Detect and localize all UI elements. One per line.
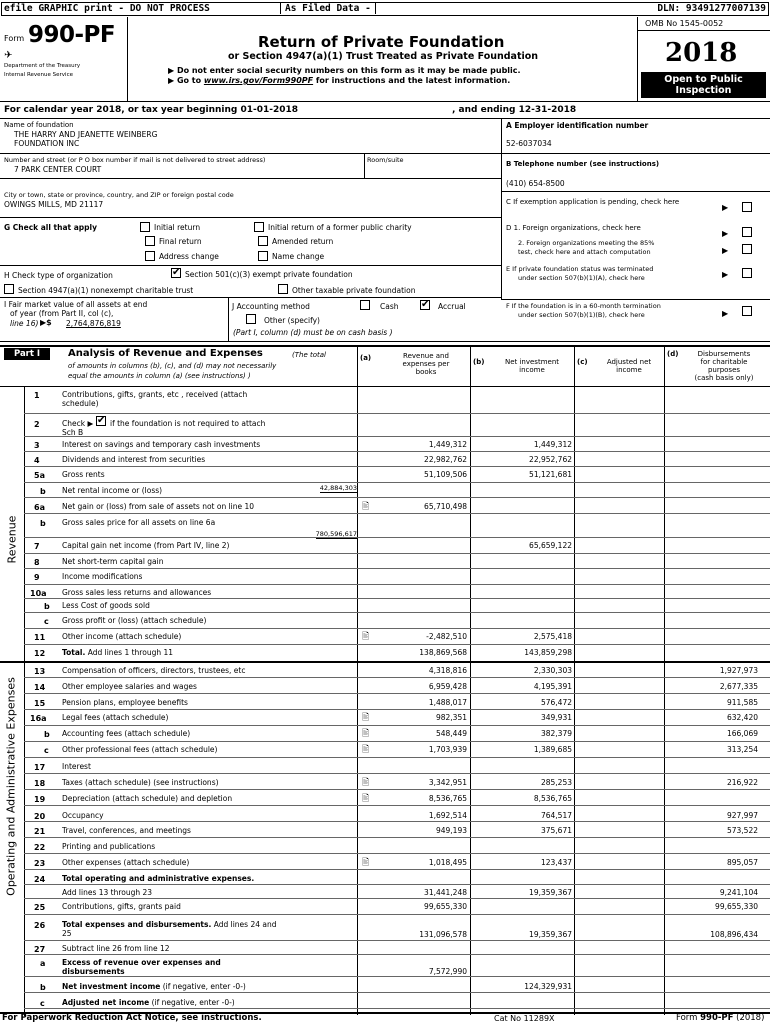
line-number: b — [40, 519, 46, 528]
col-d-value: 573,522 — [726, 826, 758, 835]
foundation-name-line1: THE HARRY AND JEANETTE WEINBERG — [14, 130, 158, 139]
h-501c3-checkbox[interactable]: ✔ — [172, 267, 181, 278]
line-number: b — [40, 983, 46, 992]
row-rule — [24, 837, 770, 838]
col-a-value: 99,655,330 — [424, 902, 467, 911]
col-d-value: 911,585 — [726, 698, 758, 707]
col-a-value: 1,449,312 — [428, 440, 467, 449]
form-footer: Form 990-PF (2018) — [676, 1013, 765, 1023]
line-desc: Net short-term capital gain — [62, 557, 164, 566]
line-desc: Add lines 13 through 23 — [62, 888, 153, 897]
j-accrual-label: Accrual — [438, 302, 466, 311]
line-number: 4 — [34, 456, 40, 465]
city-label: City or town, state or province, country, and ZIP or foreign postal code — [4, 191, 234, 199]
foundation-name-line2: FOUNDATION INC — [14, 139, 80, 148]
col-b-tag: (b) — [473, 358, 485, 366]
f-label-line2: under section 507(b)(1)(B), check here — [518, 311, 645, 319]
col-d-header: Disbursements for charitable purposes (cash basis only) — [694, 350, 754, 382]
col-b-value: 143,859,298 — [524, 648, 572, 657]
line-desc: Total operating and administrative expenses. — [62, 874, 255, 883]
row-rule — [24, 821, 770, 822]
line-number: 24 — [34, 875, 46, 884]
revenue-side-label: Revenue — [5, 515, 19, 564]
row-rule — [24, 789, 770, 790]
attachment-icon[interactable]: 🖹 — [362, 858, 370, 868]
arrow-right-icon: ▶ — [722, 270, 729, 279]
dln-label: DLN: 93491277007139 — [657, 3, 766, 14]
col-b-value: 51,121,681 — [529, 470, 572, 479]
col-a-value: 65,710,498 — [424, 502, 467, 511]
line-desc: Interest — [62, 762, 91, 771]
line-desc: Gross sales less returns and allowances — [62, 588, 212, 597]
g-initial-checkbox[interactable] — [140, 222, 150, 232]
line-number: 21 — [34, 827, 46, 836]
line-number: 18 — [34, 779, 46, 788]
line-number: 22 — [34, 843, 46, 852]
line-desc: Compensation of officers, directors, trustees, etc — [62, 666, 246, 675]
h-label: H Check type of organization — [4, 271, 113, 280]
paperwork-notice: For Paperwork Reduction Act Notice, see instructions. — [2, 1013, 262, 1023]
col-a-value: 8,536,765 — [428, 794, 467, 803]
col-b-value: 22,952,762 — [529, 455, 572, 464]
irs-name: Internal Revenue Service — [4, 72, 73, 78]
col-a-value: 4,318,816 — [428, 666, 467, 675]
col-a-value: 6,959,428 — [428, 682, 467, 691]
row-rule — [24, 413, 770, 414]
e-label-line2: under section 507(b)(1)(A), check here — [518, 274, 645, 282]
d2-label-line2: test, check here and attach computation — [518, 248, 651, 256]
col-a-header: Revenue and expenses per books — [402, 352, 450, 376]
irs-link[interactable]: www.irs.gov/Form990PF — [203, 76, 314, 85]
col-a-value: 1,018,495 — [428, 858, 467, 867]
line-desc: 25 — [62, 929, 72, 938]
line-desc: Adjusted net income (if negative, enter -0-) — [62, 998, 235, 1007]
col-b-value: 576,472 — [540, 698, 572, 707]
row-rule — [24, 940, 770, 941]
row-rule — [24, 725, 770, 726]
i-label-line1: I Fair market value of all assets at end — [4, 300, 148, 309]
d1-label: D 1. Foreign organizations, check here — [506, 224, 641, 232]
col-a-value: 3,342,951 — [428, 778, 467, 787]
line-number: 20 — [34, 812, 46, 821]
line-number: 7 — [34, 542, 40, 551]
col-b-value: 2,575,418 — [533, 632, 572, 641]
col-b-value: 124,329,931 — [524, 982, 572, 991]
line-desc: Other income (attach schedule) — [62, 632, 182, 641]
row-rule — [24, 954, 770, 955]
h-other-taxable-checkbox[interactable] — [278, 284, 288, 294]
part1-title-note: (The total — [292, 351, 326, 359]
g-name-checkbox[interactable] — [258, 251, 268, 261]
line-number: 2 — [34, 420, 40, 429]
col-d-value: 9,241,104 — [719, 888, 758, 897]
line-number: 19 — [34, 795, 46, 804]
j-cash-label: Cash — [380, 302, 399, 311]
j-other-checkbox[interactable] — [246, 314, 256, 324]
line-desc: Capital gain net income (from Part IV, line 2) — [62, 541, 230, 550]
line-number: 8 — [34, 558, 40, 567]
line-number: 10a — [30, 589, 47, 598]
row-rule — [24, 584, 770, 585]
d2-checkbox[interactable] — [742, 244, 752, 254]
row-rule — [24, 436, 770, 437]
tax-year: 2018 — [665, 38, 738, 68]
row-rule — [24, 612, 770, 613]
col-a-value: 949,193 — [435, 826, 467, 835]
h-other-taxable-label: Other taxable private foundation — [292, 286, 416, 295]
row-rule — [24, 1008, 770, 1009]
inline-value: 780,596,617 — [315, 530, 357, 538]
col-a-value: 22,982,762 — [424, 455, 467, 464]
col-d-value: 927,997 — [726, 811, 758, 820]
col-a-value: 1,703,939 — [428, 745, 467, 754]
col-d-tag: (d) — [667, 350, 679, 358]
ein-value: 52-6037034 — [506, 139, 552, 148]
row-rule — [24, 598, 770, 599]
phone-value: (410) 654-8500 — [506, 179, 565, 188]
part1-sub2: equal the amounts in column (a) (see instructions) ) — [68, 372, 251, 380]
line-desc: Pension plans, employee benefits — [62, 698, 188, 707]
row-rule — [24, 914, 770, 915]
attachment-icon[interactable]: 🖹 — [362, 794, 370, 804]
j-accrual-checkbox[interactable]: ✔ — [421, 299, 430, 310]
line-desc: Total expenses and disbursements. Add lines 24 and — [62, 920, 277, 929]
col-d-value: 99,655,330 — [715, 902, 758, 911]
line-desc: Income modifications — [62, 572, 143, 581]
line-number: 25 — [34, 903, 46, 912]
c-exemption-label: C If exemption application is pending, check here — [506, 198, 680, 206]
expenses-side-label: Operating and Administrative Expenses — [4, 677, 18, 896]
line-desc: Other expenses (attach schedule) — [62, 858, 190, 867]
phone-label: B Telephone number (see instructions) — [506, 160, 660, 168]
row-rule — [24, 757, 770, 758]
row-rule — [24, 741, 770, 742]
catalog-number: Cat No 11289X — [494, 1014, 555, 1023]
g-name-label: Name change — [272, 252, 325, 261]
col-a-value: 1,488,017 — [428, 698, 467, 707]
j-note: (Part I, column (d) must be on cash basis ) — [233, 328, 393, 337]
row-rule — [24, 497, 770, 498]
row-rule — [24, 773, 770, 774]
row-rule — [24, 853, 770, 854]
col-b-value: 4,195,391 — [533, 682, 572, 691]
arrow-right-icon: ▶ — [722, 246, 729, 255]
line-number: c — [40, 999, 45, 1008]
line-number: a — [40, 959, 46, 968]
row-rule — [24, 568, 770, 569]
line-desc: Occupancy — [62, 811, 104, 820]
col-d-value: 1,927,973 — [719, 666, 758, 675]
j-cash-checkbox[interactable] — [360, 300, 370, 310]
line-desc: Other professional fees (attach schedule) — [62, 745, 218, 754]
line-desc: Net gain or (loss) from sale of assets not on line 10 — [62, 502, 255, 511]
row-rule — [24, 677, 770, 678]
line-desc: Net investment income (if negative, enter -0-) — [62, 982, 246, 991]
calendar-year-line: For calendar year 2018, or tax year beginning 01-01-2018 — [4, 105, 299, 115]
name-label: Name of foundation — [4, 121, 74, 129]
line-number: 11 — [34, 633, 46, 642]
form-number: 990-PF — [28, 22, 116, 48]
line-desc: if the foundation is not required to attach — [110, 419, 266, 428]
room-label: Room/suite — [367, 156, 404, 164]
line-desc: Contributions, gifts, grants paid — [62, 902, 181, 911]
ssn-warning: ▶ Do not enter social security numbers on this form as it may be made public. — [168, 66, 521, 75]
row-rule — [24, 466, 770, 467]
c-exemption-checkbox[interactable] — [742, 202, 752, 212]
line-number: 9 — [34, 573, 40, 582]
col-a-value: 548,449 — [435, 729, 467, 738]
line-desc: Total. Add lines 1 through 11 — [62, 648, 174, 657]
col-b-value: 764,517 — [540, 811, 572, 820]
line-desc: Interest on savings and temporary cash investments — [62, 440, 261, 449]
col-b-value: 285,253 — [540, 778, 572, 787]
row-rule — [24, 992, 770, 993]
col-d-value: 313,254 — [726, 745, 758, 754]
g-initial-former-checkbox[interactable] — [254, 222, 264, 232]
col-c-tag: (c) — [577, 358, 588, 366]
col-a-value: 131,096,578 — [419, 930, 467, 939]
col-a-value: 7,572,990 — [428, 967, 467, 976]
row-rule — [24, 482, 770, 483]
line-number: 14 — [34, 683, 46, 692]
h-4947-label: Section 4947(a)(1) nonexempt charitable trust — [18, 286, 194, 295]
arrow-right-icon: ▶ — [722, 229, 729, 238]
line-number: 23 — [34, 859, 46, 868]
col-b-value: 123,437 — [540, 858, 572, 867]
g-address-checkbox[interactable] — [145, 251, 155, 261]
as-filed-label: As Filed Data - — [280, 3, 376, 14]
line-desc: Sch B — [62, 428, 84, 437]
g-amended-checkbox[interactable] — [258, 236, 268, 246]
col-b-value: 1,389,685 — [533, 745, 572, 754]
row-rule — [24, 537, 770, 538]
line-desc: Dividends and interest from securities — [62, 455, 206, 464]
line-desc: Depreciation (attach schedule) and depletion — [62, 794, 233, 803]
row-rule — [24, 513, 770, 514]
line-desc: Travel, conferences, and meetings — [62, 826, 191, 835]
col-b-header: Net investment income — [504, 358, 560, 374]
line-number: c — [44, 617, 49, 626]
col-b-value: 1,449,312 — [533, 440, 572, 449]
line-desc: Printing and publications — [62, 842, 156, 851]
d1-checkbox[interactable] — [742, 227, 752, 237]
attachment-icon[interactable]: 🖹 — [362, 729, 370, 739]
part1-title: Analysis of Revenue and Expenses — [68, 348, 263, 359]
line-number: 26 — [34, 921, 46, 930]
line-number: 5a — [34, 471, 45, 480]
arrow-right-icon: ▶ — [722, 203, 729, 212]
line-desc: Other employee salaries and wages — [62, 682, 197, 691]
j-label: J Accounting method — [232, 302, 310, 311]
col-b-value: 8,536,765 — [533, 794, 572, 803]
col-b-value: 375,671 — [540, 826, 572, 835]
h-501c3-label: Section 501(c)(3) exempt private foundation — [185, 270, 353, 279]
line-number: 3 — [34, 441, 40, 450]
arrow-right-icon: ▶ — [722, 309, 729, 318]
col-d-value: 895,057 — [726, 858, 758, 867]
col-b-value: 65,659,122 — [529, 541, 572, 550]
e-checkbox[interactable] — [742, 268, 752, 278]
col-d-value: 632,420 — [726, 713, 758, 722]
city-value: OWINGS MILLS, MD 21117 — [4, 200, 104, 209]
instructions-note: ▶ Go to www.irs.gov/Form990PF for instructions and the latest information. — [168, 76, 511, 85]
row-rule — [24, 451, 770, 452]
line-number: 13 — [34, 667, 46, 676]
omb-number: OMB No 1545-0052 — [645, 19, 724, 28]
efile-label: efile GRAPHIC print - DO NOT PROCESS — [4, 3, 210, 14]
line-desc: disbursements — [62, 967, 125, 976]
col-b-value: 19,359,367 — [529, 930, 572, 939]
line-number: 16a — [30, 714, 47, 723]
line-desc: Gross sales price for all assets on line 6a — [62, 518, 216, 527]
ein-label: A Employer identification number — [506, 121, 649, 130]
form-subtitle: or Section 4947(a)(1) Trust Treated as Private Foundation — [228, 51, 539, 62]
row-rule — [24, 976, 770, 977]
row-rule — [24, 628, 770, 629]
h-4947-checkbox[interactable] — [4, 284, 14, 294]
col-d-value: 216,922 — [726, 778, 758, 787]
attachment-icon[interactable]: 🖹 — [362, 713, 370, 723]
col-a-value: 51,109,506 — [424, 470, 467, 479]
g-final-label: Final return — [159, 237, 202, 246]
col-d-value: 166,069 — [726, 729, 758, 738]
line-desc: Contributions, gifts, grants, etc , received (attach — [62, 390, 248, 399]
line-number: 12 — [34, 649, 46, 658]
g-final-checkbox[interactable] — [145, 236, 155, 246]
d2-label-line1: 2. Foreign organizations meeting the 85% — [518, 239, 655, 247]
top-bar — [1, 2, 769, 16]
f-label-line1: F If the foundation is in a 60-month termination — [506, 302, 661, 310]
line-desc: schedule) — [62, 399, 99, 408]
col-d-value: 108,896,434 — [710, 930, 758, 939]
j-other-label: Other (specify) — [264, 316, 320, 325]
irs-eagle-icon: ✈ — [4, 50, 13, 61]
attachment-icon[interactable]: 🖹 — [362, 502, 370, 512]
col-a-value: 1,692,514 — [428, 811, 467, 820]
g-label: G Check all that apply — [4, 223, 97, 232]
part1-tag: Part I — [4, 348, 50, 360]
g-address-label: Address change — [159, 252, 219, 261]
fmv-value: 2,764,876,819 — [66, 319, 121, 328]
street-value: 7 PARK CENTER COURT — [14, 165, 102, 174]
inline-value: 42,884,303 — [319, 484, 357, 492]
calendar-year-ending: , and ending 12-31-2018 — [452, 105, 577, 115]
row-rule — [24, 709, 770, 710]
col-a-value: 982,351 — [435, 713, 467, 722]
row-rule — [24, 869, 770, 870]
line-desc: Check ▶ — [62, 419, 94, 428]
street-label: Number and street (or P O box number if mail is not delivered to street address) — [4, 156, 266, 164]
line-number: b — [44, 602, 50, 611]
col-b-value: 382,379 — [540, 729, 572, 738]
col-b-value: 349,931 — [540, 713, 572, 722]
line-number: 27 — [34, 945, 46, 954]
row-rule — [24, 898, 770, 899]
g-amended-label: Amended return — [272, 237, 334, 246]
open-to-public-box: Open to Public Inspection — [641, 72, 766, 98]
col-a-tag: (a) — [360, 354, 372, 362]
line-desc: Gross rents — [62, 470, 105, 479]
line-desc: Net rental income or (loss) — [62, 486, 163, 495]
line-number: 1 — [34, 391, 40, 400]
col-b-value: 19,359,367 — [529, 888, 572, 897]
col-a-value: 138,869,568 — [419, 648, 467, 657]
col-c-header: Adjusted net income — [606, 358, 652, 374]
line-desc: Subtract line 26 from line 12 — [62, 944, 170, 953]
g-initial-label: Initial return — [154, 223, 201, 232]
row-rule — [24, 884, 770, 885]
line-number: b — [40, 487, 46, 496]
line-number: c — [44, 746, 49, 755]
line-number: 6a — [34, 503, 45, 512]
line-desc: Taxes (attach schedule) (see instructions) — [62, 778, 219, 787]
g-initial-former-label: Initial return of a former public charity — [268, 223, 412, 232]
line-desc: Legal fees (attach schedule) — [62, 713, 169, 722]
i-label-line3: line 16) — [10, 319, 39, 328]
col-a-value: 31,441,248 — [424, 888, 467, 897]
line-desc: Accounting fees (attach schedule) — [62, 729, 191, 738]
e-label-line1: E If private foundation status was terminated — [506, 265, 654, 273]
sch-b-checkbox[interactable]: ✔ — [97, 415, 106, 426]
attachment-icon[interactable]: 🖹 — [362, 778, 370, 788]
line-number: 15 — [34, 699, 46, 708]
f-checkbox[interactable] — [742, 306, 752, 316]
line-number: 17 — [34, 763, 46, 772]
attachment-icon[interactable]: 🖹 — [362, 745, 370, 755]
line-desc: Less Cost of goods sold — [62, 601, 150, 610]
part1-sub1: of amounts in columns (b), (c), and (d) may not necessarily — [68, 362, 277, 370]
col-d-value: 2,677,335 — [719, 682, 758, 691]
col-a-value: -2,482,510 — [426, 632, 467, 641]
dept-treasury: Department of the Treasury — [4, 63, 81, 69]
form-title: Return of Private Foundation — [258, 33, 505, 51]
line-number: b — [44, 730, 50, 739]
form-prefix: Form — [4, 34, 25, 43]
line-desc: Excess of revenue over expenses and — [62, 958, 221, 967]
line-desc: Gross profit or (loss) (attach schedule) — [62, 616, 207, 625]
i-label-line2: of year (from Part II, col (c), — [10, 309, 114, 318]
row-rule — [24, 644, 770, 645]
row-rule — [24, 693, 770, 694]
row-rule — [24, 805, 770, 806]
row-rule — [24, 553, 770, 554]
arrow-right-icon: ▶$ — [40, 318, 52, 327]
col-b-value: 2,330,303 — [533, 666, 572, 675]
attachment-icon[interactable]: 🖹 — [362, 632, 370, 642]
